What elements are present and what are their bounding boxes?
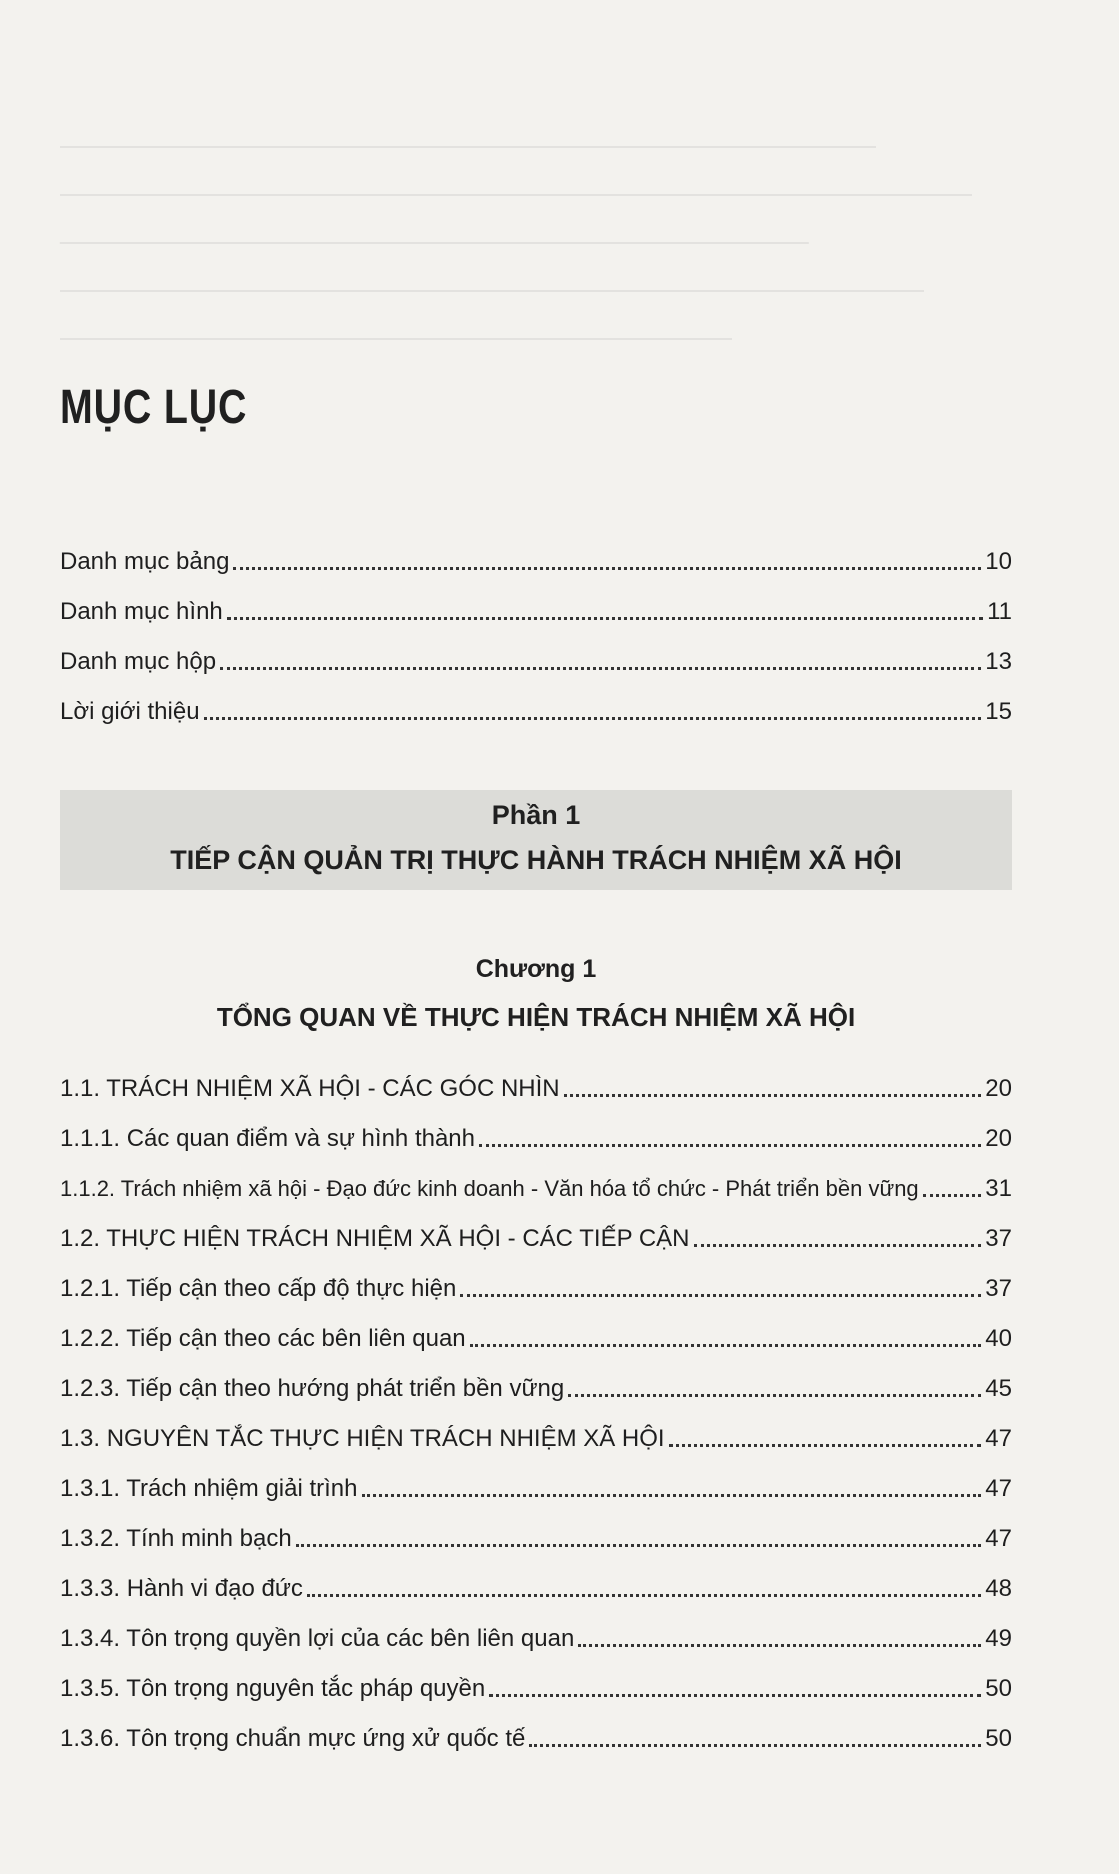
toc-entry-page: 50: [985, 1675, 1012, 1702]
toc-entry[interactable]: [60, 1572, 1012, 1604]
leader-dots: [489, 1694, 981, 1697]
toc-entry-page: 31: [985, 1175, 1012, 1202]
toc-entry[interactable]: [60, 1322, 1012, 1354]
leader-dots: [233, 567, 981, 570]
toc-entry[interactable]: [60, 1222, 1012, 1254]
toc-entry-label: 1.2.2. Tiếp cận theo các bên liên quan: [60, 1325, 466, 1352]
page-title: MỤC LỤC: [60, 381, 248, 434]
toc-entry[interactable]: [60, 595, 1012, 627]
toc-entry[interactable]: [60, 1672, 1012, 1704]
toc-entry-label: 1.2.1. Tiếp cận theo cấp độ thực hiện: [60, 1275, 457, 1302]
chapter-number: Chương 1: [475, 955, 597, 983]
leader-dots: [669, 1444, 982, 1447]
toc-entry-label: 1.1. TRÁCH NHIỆM XÃ HỘI - CÁC GÓC NHÌN: [60, 1075, 560, 1102]
toc-entry-page: 40: [985, 1325, 1012, 1352]
toc-entry-label: 1.3.5. Tôn trọng nguyên tắc pháp quyền: [60, 1675, 486, 1702]
toc-entry-page: 13: [985, 648, 1012, 675]
toc-entry-label: 1.3.4. Tôn trọng quyền lợi của các bên liên quan: [60, 1625, 575, 1652]
toc-entry-label: 1.3.6. Tôn trọng chuẩn mực ứng xử quốc tế: [60, 1725, 526, 1752]
leader-dots: [362, 1494, 982, 1497]
toc-entry-label: Danh mục hình: [60, 598, 223, 625]
leader-dots: [923, 1194, 982, 1197]
toc-entry-page: 37: [985, 1225, 1012, 1252]
toc-entry[interactable]: [60, 695, 1012, 727]
toc-entry[interactable]: [60, 1422, 1012, 1454]
leader-dots: [220, 667, 981, 670]
part-title: TIẾP CẬN QUẢN TRỊ THỰC HÀNH TRÁCH NHIỆM XÃ HỘI: [170, 845, 902, 875]
chapter-title: TỔNG QUAN VỀ THỰC HIỆN TRÁCH NHIỆM XÃ HỘI: [216, 1002, 856, 1032]
toc-entry[interactable]: [60, 545, 1012, 577]
leader-dots: [568, 1394, 981, 1397]
toc-entry[interactable]: [60, 1372, 1012, 1404]
toc-entry-page: 47: [985, 1525, 1012, 1552]
toc-entry-page: 48: [985, 1575, 1012, 1602]
toc-entry[interactable]: [60, 1172, 1012, 1204]
toc-entry[interactable]: [60, 1122, 1012, 1154]
toc-entry-page: 11: [987, 598, 1012, 625]
toc-entry-label: 1.2.3. Tiếp cận theo hướng phát triển bền vững: [60, 1375, 565, 1402]
leader-dots: [307, 1594, 981, 1597]
toc-entry-label: 1.3.3. Hành vi đạo đức: [60, 1575, 303, 1602]
toc-entry-label: Danh mục hộp: [60, 648, 217, 675]
toc-entry-page: 10: [985, 548, 1012, 575]
toc-entry-page: 20: [985, 1125, 1012, 1152]
leader-dots: [564, 1094, 982, 1097]
toc-entry-label: 1.1.1. Các quan điểm và sự hình thành: [60, 1125, 475, 1152]
leader-dots: [296, 1544, 982, 1547]
leader-dots: [479, 1144, 981, 1147]
leader-dots: [694, 1244, 982, 1247]
toc-entry-label: 1.2. THỰC HIỆN TRÁCH NHIỆM XÃ HỘI - CÁC TIẾP CẬN: [60, 1225, 690, 1252]
toc-entry[interactable]: [60, 1272, 1012, 1304]
toc-entry-page: 49: [985, 1625, 1012, 1652]
toc-entry-label: Lời giới thiệu: [60, 698, 200, 725]
toc-entry-page: 47: [985, 1475, 1012, 1502]
leader-dots: [227, 617, 983, 620]
toc-entry[interactable]: [60, 1722, 1012, 1754]
toc-entry[interactable]: [60, 1472, 1012, 1504]
toc-entry-page: 20: [985, 1075, 1012, 1102]
leader-dots: [470, 1344, 982, 1347]
toc-entry-page: 15: [985, 698, 1012, 725]
leader-dots: [578, 1644, 981, 1647]
part-number: Phần 1: [491, 800, 581, 830]
toc-entry-label: 1.3.1. Trách nhiệm giải trình: [60, 1475, 358, 1502]
toc-entry-page: 47: [985, 1425, 1012, 1452]
toc-entry-label: Danh mục bảng: [60, 548, 230, 575]
leader-dots: [529, 1744, 981, 1747]
leader-dots: [460, 1294, 981, 1297]
leader-dots: [204, 717, 982, 720]
toc-entry-page: 50: [985, 1725, 1012, 1752]
toc-entry[interactable]: [60, 1072, 1012, 1104]
toc-entry-label: 1.3.2. Tính minh bạch: [60, 1525, 292, 1552]
toc-entry-label: 1.1.2. Trách nhiệm xã hội - Đạo đức kinh doanh - Văn hóa tổ chức - Phát triển bền vững: [60, 1176, 919, 1201]
toc-entry[interactable]: [60, 1522, 1012, 1554]
toc-entry[interactable]: [60, 1622, 1012, 1654]
toc-entry-page: 37: [985, 1275, 1012, 1302]
toc-entry-page: 45: [985, 1375, 1012, 1402]
toc-entry[interactable]: [60, 645, 1012, 677]
toc-entry-label: 1.3. NGUYÊN TẮC THỰC HIỆN TRÁCH NHIỆM XÃ HỘI: [60, 1425, 665, 1452]
